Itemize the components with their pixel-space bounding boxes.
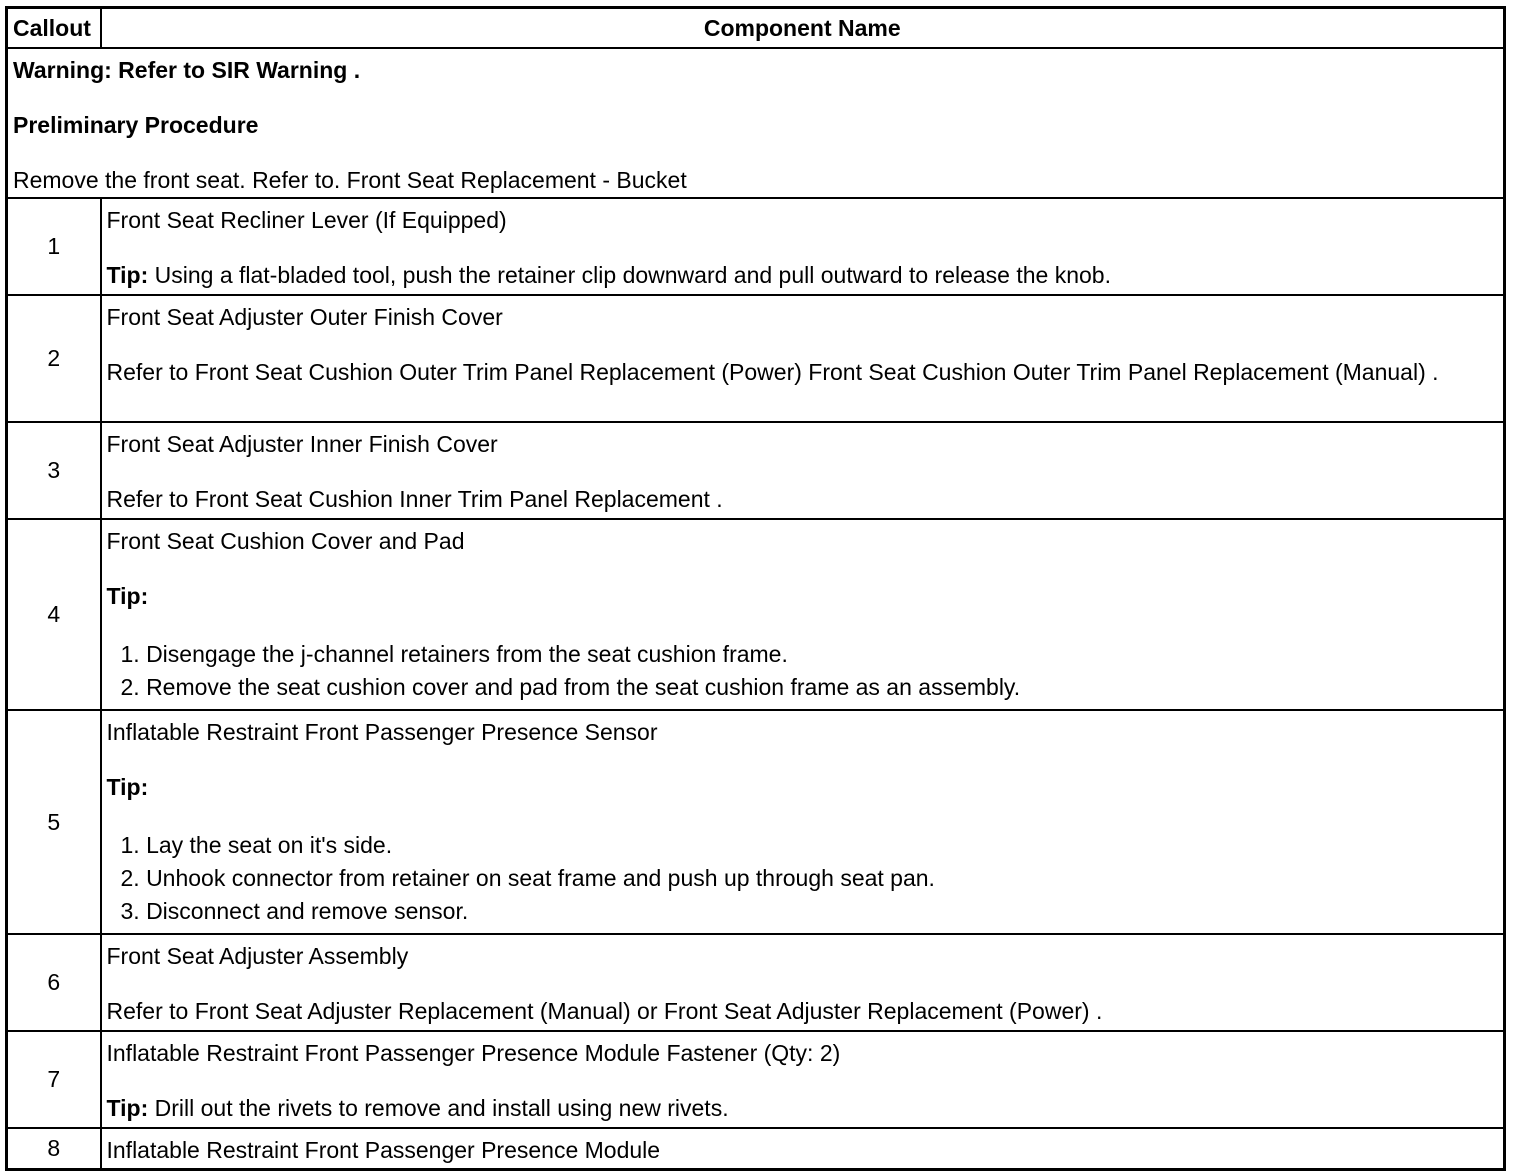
component-cell xyxy=(101,519,1505,710)
component-cell xyxy=(101,1128,1505,1170)
table-row xyxy=(7,1128,1505,1170)
table-row xyxy=(7,198,1505,295)
table-row xyxy=(7,710,1505,934)
component-name: Front Seat Adjuster Inner Finish Cover xyxy=(106,431,498,457)
tip-label: Tip: xyxy=(106,583,149,609)
preliminary-cell xyxy=(7,48,1505,198)
component-name: Front Seat Adjuster Outer Finish Cover xyxy=(106,304,503,330)
preliminary-title: Preliminary Procedure xyxy=(13,112,259,138)
callout-number: 3 xyxy=(7,422,101,519)
component-name: Inflatable Restraint Front Passenger Presence Module xyxy=(106,1137,661,1163)
tip-text: Using a flat-bladed tool, push the retainer clip downward and pull outward to release the knob. xyxy=(148,262,1111,288)
callout-number: 1 xyxy=(7,198,101,295)
table-header-row xyxy=(7,8,1505,49)
component-cell xyxy=(101,295,1505,422)
table-row xyxy=(7,1031,1505,1128)
component-name: Front Seat Adjuster Assembly xyxy=(106,943,409,969)
list-item: 2. Remove the seat cushion cover and pad from the seat cushion frame as an assembly. xyxy=(120,674,1021,700)
component-name: Inflatable Restraint Front Passenger Presence Sensor xyxy=(106,719,658,745)
list-item: 2. Unhook connector from retainer on seat frame and push up through seat pan. xyxy=(120,865,935,891)
note-text: Refer to Front Seat Adjuster Replacement (Manual) or Front Seat Adjuster Replacement (Power) . xyxy=(106,998,1103,1024)
table-row xyxy=(7,295,1505,422)
component-cell xyxy=(101,934,1505,1031)
callout-number: 5 xyxy=(7,710,101,934)
callout-number: 7 xyxy=(7,1031,101,1128)
note-text: Refer to Front Seat Cushion Outer Trim Panel Replacement (Power) Front Seat Cushion Outer Trim Panel Replacement (Manual) . xyxy=(106,359,1439,385)
procedure-table xyxy=(5,6,1506,1171)
callout-number: 6 xyxy=(7,934,101,1031)
component-cell xyxy=(101,422,1505,519)
component-name: Front Seat Recliner Lever (If Equipped) xyxy=(106,207,507,233)
warning-text: Warning: Refer to SIR Warning . xyxy=(13,57,361,83)
component-name: Front Seat Cushion Cover and Pad xyxy=(106,528,465,554)
table-row xyxy=(7,519,1505,710)
table-row xyxy=(7,934,1505,1031)
callout-number: 8 xyxy=(7,1128,101,1170)
table-row xyxy=(7,422,1505,519)
steps-list xyxy=(107,829,1498,928)
component-cell xyxy=(101,1031,1505,1128)
tip-label: Tip: xyxy=(106,1095,149,1121)
list-item: 1. Lay the seat on it's side. xyxy=(120,832,393,858)
list-item: 1. Disengage the j-channel retainers from the seat cushion frame. xyxy=(120,641,788,667)
callout-number: 2 xyxy=(7,295,101,422)
steps-list xyxy=(107,638,1498,704)
preliminary-text: Remove the front seat. Refer to. Front Seat Replacement - Bucket xyxy=(13,167,687,193)
tip-text: Drill out the rivets to remove and install using new rivets. xyxy=(148,1095,729,1121)
callout-column-header: Callout xyxy=(7,8,101,49)
tip-label: Tip: xyxy=(106,262,149,288)
callout-number: 4 xyxy=(7,519,101,710)
list-item: 3. Disconnect and remove sensor. xyxy=(120,898,469,924)
note-text: Refer to Front Seat Cushion Inner Trim Panel Replacement . xyxy=(106,486,723,512)
component-name: Inflatable Restraint Front Passenger Presence Module Fastener (Qty: 2) xyxy=(106,1040,841,1066)
preliminary-row xyxy=(7,48,1505,198)
tip-label: Tip: xyxy=(106,774,149,800)
component-cell xyxy=(101,198,1505,295)
component-name-column-header: Component Name xyxy=(101,8,1505,49)
component-cell xyxy=(101,710,1505,934)
